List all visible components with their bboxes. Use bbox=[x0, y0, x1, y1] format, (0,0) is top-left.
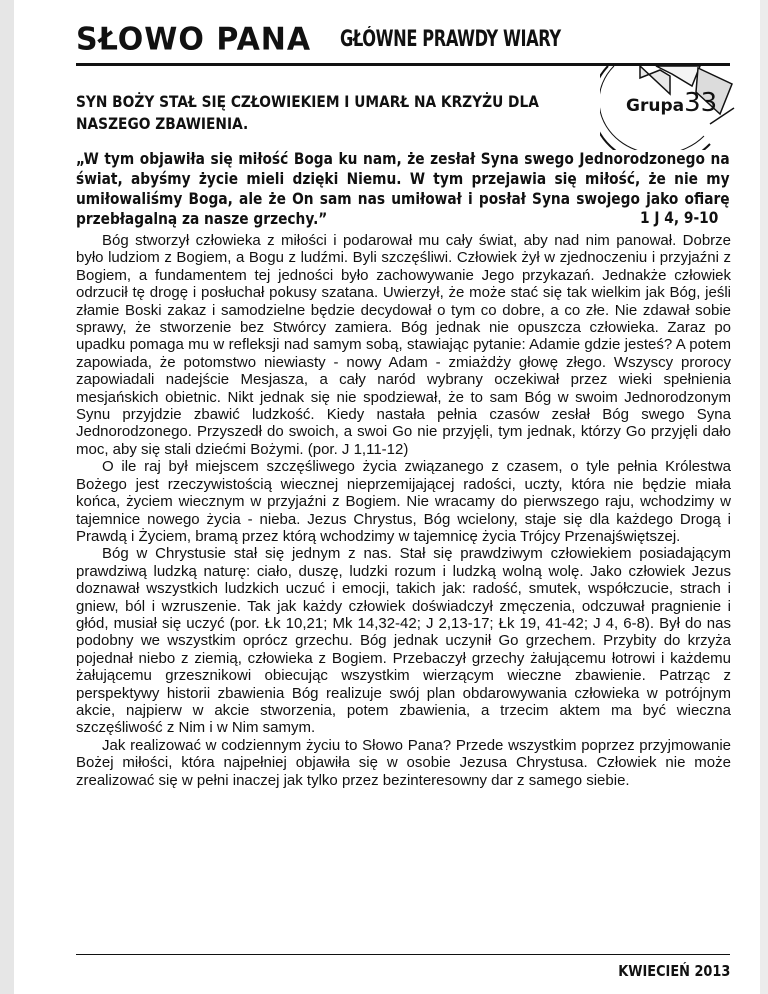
footer-rule bbox=[76, 954, 730, 955]
left-margin-shade bbox=[0, 0, 14, 994]
group-badge bbox=[626, 88, 717, 118]
scripture-reference: 1 J 4, 9-10 bbox=[640, 208, 719, 227]
footer-date: KWIECIEŃ 2013 bbox=[617, 962, 730, 980]
right-margin-shade bbox=[760, 0, 768, 994]
group-badge-number: 33 bbox=[684, 88, 718, 118]
topic-heading: SYN BOŻY STAŁ SIĘ CZŁOWIEKIEM I UMARŁ NA KRZYŻU DLA NASZEGO ZBAWIENIA. bbox=[76, 92, 539, 133]
scripture-quote bbox=[76, 149, 730, 229]
group-badge-label: Grupa bbox=[626, 96, 685, 116]
body-text bbox=[76, 232, 731, 789]
body-paragraph-3: Bóg w Chrystusie stał się jednym z nas. Stał się prawdziwym człowiekiem posiadającym prawdziwą ludzką naturę: ciało, duszę, ludzki rozum i ludzką wolną wolę. Jako człowiek Jezus doznawał wszystkich ludzkich uczuć i emocji, takich jak: radość, smutek, współczucie, strach i gniew, ból i wzruszenie. Tak jak każdy człowiek doświadczył zmęczenia, odczuwał pragnienie i głód, musiał się uczyć (por. Łk 10,21; Mk 14,32-42; J 2,13-17; Łk 19, 41-42; J 4, 6-8). Był do nas podobny we wszystkim oprócz grzechu. Bóg jednak uczynił Go grzechem. Przybity do krzyża pojednał niebo z ziemią, człowieka z Bogiem. Przebaczył grzechy żałującemu łotrowi i każdemu żałującemu grzesznikowi obiecując wszystkim wierzącym wieczne zbawienie. Patrząc z perspektywy historii zbawienia Bóg realizuje swój plan obdarowywania człowieka w potrójnym akcie, najpierw w akcie stworzenia, potem zbawienia, a trzecim aktem ma być wieczna szczęśliwość z Nim i w Nim samym. bbox=[76, 545, 731, 737]
scripture-quote-text: „W tym objawiła się miłość Boga ku nam, że zesłał Syna swego Jednorodzonego na świat, abyśmy życie mieli dzięki Niemu. W tym przejawia się miłość, że nie my umiłowaliśmy Boga, ale że On sam nas umiłował i posłał Syna swojego jako ofiarę przebłagalną za nasze grzechy.” bbox=[76, 149, 730, 228]
body-paragraph-2: O ile raj był miejscem szczęśliwego życia związanego z czasem, o tyle pełnia Królestwa Bożego jest rzeczywistością wiecznej nieprzemijającej radości, uczty, która nie będzie miała końca, życiem wiecznym w przyjaźni z Bogiem. Nie wracamy do pierwszego raju, wchodzimy w tajemnice nowego życia - nieba. Jezus Chrystus, Bóg wcielony, staje się dla każdego Drogą i Prawdą i Życiem, bramą przez którą wchodzimy w tajemnicę życia Trójcy Przenajświętszej. bbox=[76, 458, 731, 545]
body-paragraph-1: Bóg stworzył człowieka z miłości i podarował mu cały świat, aby nad nim panował. Dobrze było ludziom z Bogiem, a Bogu z ludźmi. Byli szczęśliwi. Człowiek żył w zjednoczeniu i przyjaźni z Bogiem, a fundamentem tej jedności było zachowywanie Jego przykazań. Jednakże człowiek odrzucił tę drogę i posłuchał pokusy szatana. Uwierzył, że może stać się tak wielkim jak Bóg, jeśli złamie Boski zakaz i samodzielne będzie decydował o tym co dobre, a co złe. Nie zdawał sobie sprawy, że stworzenie bez Stwórcy zamiera. Bóg jednak nie opuszcza człowieka. Zaraz po upadku pomaga mu w refleksji nad samym sobą, stawiając pytanie: Adamie gdzie jesteś? A potem zapowiada, że potomstwo niewiasty - nowy Adam - zmiażdży głowę złego. Wszyscy prorocy zapowiadali nadejście Mesjasza, a cały naród wybrany oczekiwał przez wieki spełnienia mesjańskich obietnic. Nikt jednak się nie spodziewał, że to sam Bóg w swoim Jednorodzonym Synu przyjdzie zbawić ludzkość. Kiedy nastała pełnia czasów zesłał Bóg swego Syna Jednorodzonego. Przyszedł do swoich, a swoi Go nie przyjęli, tym jednak, którzy Go przyjęli dało moc, aby się stali dziećmi Bożymi. (por. J 1,11-12) bbox=[76, 232, 731, 458]
header-title: SŁOWO PANA bbox=[76, 21, 312, 58]
body-paragraph-4: Jak realizować w codziennym życiu to Słowo Pana? Przede wszystkim poprzez przyjmowanie Bożej miłości, która najpełniej objawiła się w osobie Jezusa Chrystusa. Człowiek nie może zrealizować się w pełni inaczej jak tylko przez bezinteresowny dar z samego siebie. bbox=[76, 736, 731, 789]
header-subtitle: GŁÓWNE PRAWDY WIARY bbox=[340, 27, 561, 52]
